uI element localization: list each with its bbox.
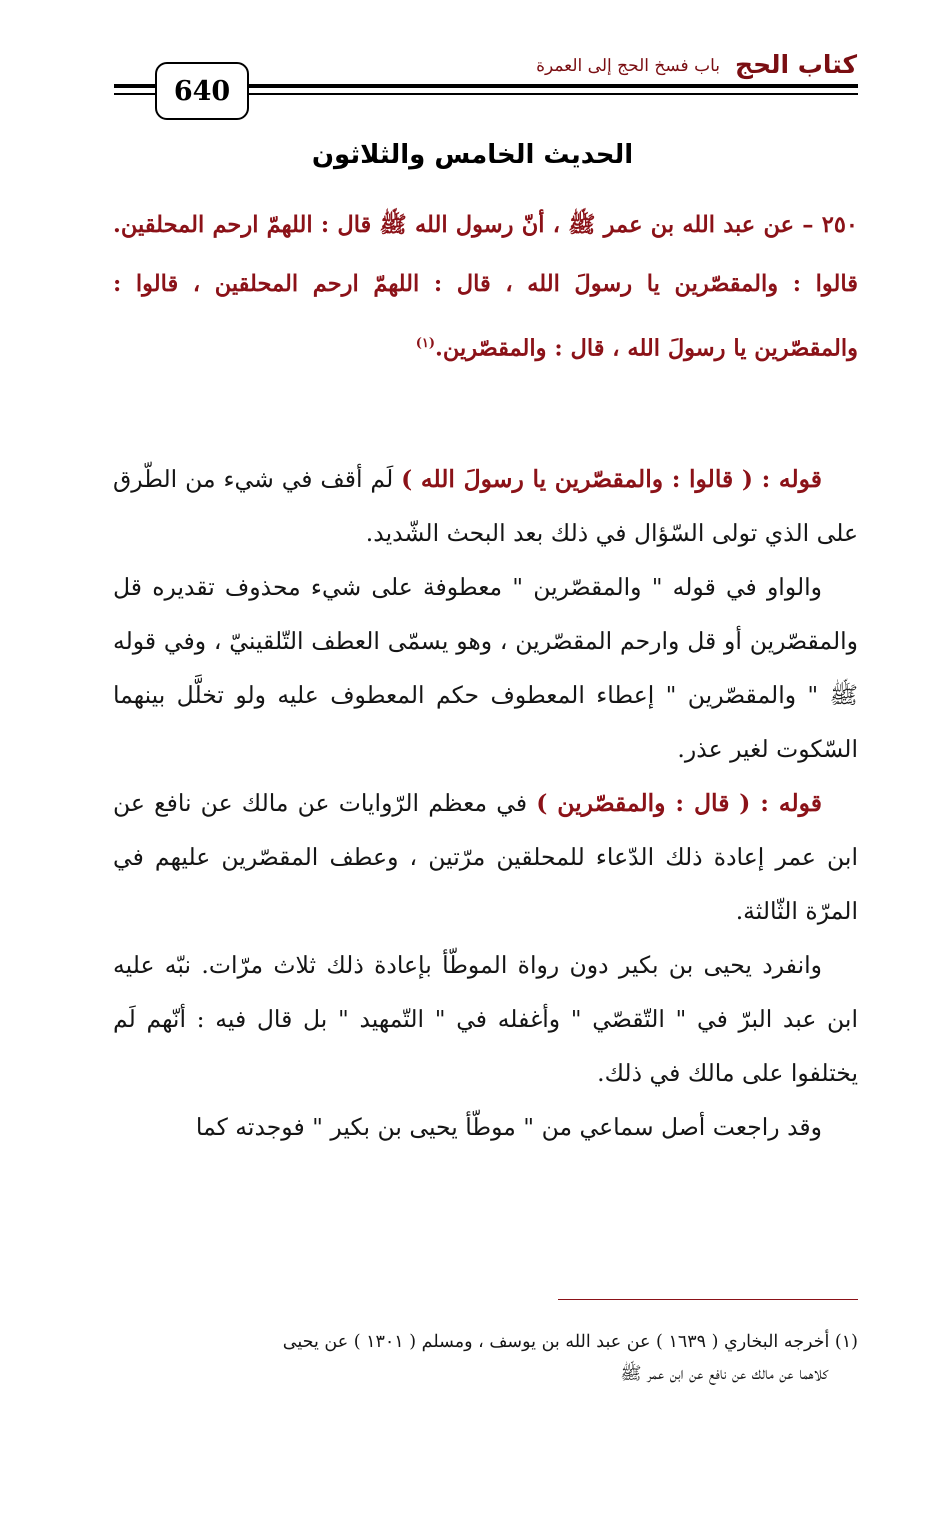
- book-title: كتاب الحج: [735, 50, 857, 79]
- hadith-heading: الحديث الخامس والثلاثون: [311, 140, 634, 170]
- chapter-title: باب فسخ الحج إلى العمرة: [536, 56, 720, 76]
- footnote-line: كلاهما عن مالك عن نافع عن ابن عمر ﷺ: [620, 1364, 828, 1384]
- page-header: [0, 0, 945, 130]
- footnote-reference: (١): [415, 336, 436, 351]
- page-number: 640: [155, 62, 249, 120]
- commentary-paragraph: [113, 776, 858, 938]
- commentary-paragraph: والواو في قوله " والمقصّرين " معطوفة على شيء محذوف تقديره قل والمقصّرين أو قل وارحم المقصّرين ، وهو يسمّى العطف التّلقينيّ ، وفي قوله ﷺ " والمقصّرين " إعطاء المعطوف حكم المعطوف عليه ولو تخلَّل بينهما السّكوت لغير عذر.: [113, 573, 858, 763]
- footnote: [113, 1326, 858, 1390]
- commentary: [113, 452, 858, 1154]
- commentary-keyword: قوله : ( قالوا : والمقصّرين يا رسولَ الله ): [401, 465, 823, 493]
- hadith-text: [113, 196, 858, 379]
- footnote-separator: [558, 1299, 858, 1300]
- footnote-line: (١) أخرجه البخاري ( ١٦٣٩ ) عن عبد الله بن يوسف ، ومسلم ( ١٣٠١ ) عن يحيى: [282, 1332, 858, 1352]
- commentary-paragraph: [113, 452, 858, 560]
- commentary-text: في معظم الرّوايات عن مالك عن نافع عن ابن عمر إعادة ذلك الدّعاء للمحلقين مرّتين ، وعطف المقصّرين عليهم في المرّة الثّالثة.: [113, 789, 858, 925]
- commentary-paragraph: وانفرد يحيى بن بكير دون رواة الموطّأ بإعادة ذلك ثلاث مرّات. نبّه عليه ابن عبد البرّ في " التّقصّي " وأغفله في " التّمهيد " بل قال فيه : أنّهم لَم يختلفوا على مالك في ذلك.: [113, 951, 858, 1087]
- commentary-text: لَم أقف في شيء من الطّرق على الذي تولى السّؤال في ذلك بعد البحث الشّديد.: [113, 465, 858, 547]
- commentary-keyword: قوله : ( قال : والمقصّرين ): [536, 789, 822, 817]
- commentary-paragraph: وقد راجعت أصل سماعي من " موطّأ يحيى بن بكير " فوجدته كما: [195, 1113, 822, 1141]
- hadith-body: ٢٥٠ – عن عبد الله بن عمر ﷺ ، أنّ رسول الله ﷺ قال : اللهمّ ارحم المحلقين. قالوا : والمقصّرين يا رسولَ الله ، قال : اللهمّ ارحم المحلقين ، قالوا : والمقصّرين يا رسولَ الله ، قال : والمقصّرين.: [113, 212, 858, 362]
